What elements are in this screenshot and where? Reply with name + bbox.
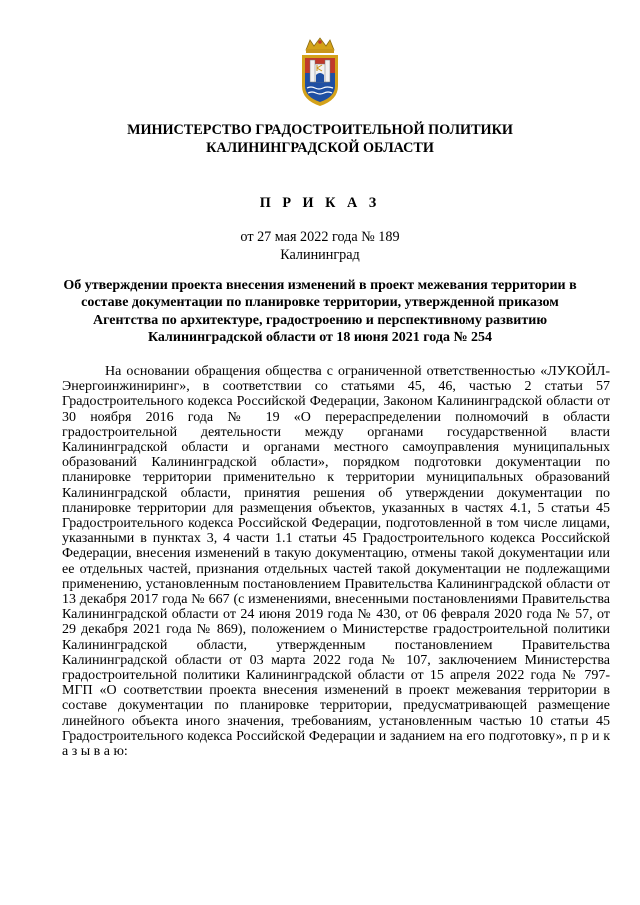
ministry-name — [0, 121, 640, 157]
kaliningrad-coat-of-arms-icon — [298, 36, 342, 108]
date-number: от 27 мая 2022 года № 189 — [240, 229, 400, 245]
ministry-line-2: КАЛИНИНГРАДСКОЙ ОБЛАСТИ — [206, 140, 434, 156]
ministry-line-1: МИНИСТЕРСТВО ГРАДОСТРОИТЕЛЬНОЙ ПОЛИТИКИ — [127, 122, 513, 138]
city: Калининград — [280, 247, 360, 263]
order-title: Об утверждении проекта внесения изменений в проект межевания территории в составе документации по планировке территории, утвержденной приказом Агентства по архитектуре, градостроению и перспективному развитию Калининградской области от 18 июня 2021 года № 254 — [63, 278, 577, 346]
document-type: П Р И К А З — [259, 195, 381, 211]
order-body — [62, 364, 610, 759]
body-text: На основании обращения общества с ограниченной ответственностью «ЛУКОЙЛ-Энергоинжиниринг», в соответствии со статьями 45, 46, частью 2 статьи 57 Градостроительного кодекса Российской Федерации, Законом Калининградской области от 30 ноября 2016 года № 19 «О перераспределении полномочий в области градостроительной деятельности между органами государственной власти Калининградской области и органами местного самоуправления муниципальных образований Калининградской области», порядком подготовки документации по планировке территории применительно к территории муниципальных образований Калининградской области, принятия решения об утверждении документации по планировке территории для размещения объектов, указанных в частях 4.1, 5 статьи 45 Градостроительного кодекса Российской Федерации, подготовленной в том числе лицами, указанными в пунктах 3, 4 части 1.1 статьи 45 Градостроительного кодекса Российской Федерации, внесения изменений в такую документацию, отмены такой документации или ее отдельных частей, признания отдельных частей такой документации не подлежащими применению, установленным постановлением Правительства Калининградской области от 13 декабря 2017 года № 667 (с изменениями, внесенными постановлениями Правительства Калининградской области от 24 июня 2019 года № 430, от 06 февраля 2020 года № 57, от 29 декабря 2021 года № 869), положением о Министерстве градостроительной политики Калининградской области, утвержденным постановлением Правительства Калининградской области от 03 марта 2022 года № 107, заключением Министерства градостроительной политики Калининградской области от 15 апреля 2022 года № 797-МГП «О соответствии проекта внесения изменений в проект межевания территории в составе документации по планировке территории, предусматривающей размещение линейного объекта иного значения, требованиям, установленным частью 10 статьи 45 Градостроительного кодекса Российской Федерации и заданием на его подготовку», — [62, 364, 610, 744]
date-and-place — [0, 228, 640, 264]
order-closing: п р и к а з ы в а ю: — [62, 728, 611, 760]
